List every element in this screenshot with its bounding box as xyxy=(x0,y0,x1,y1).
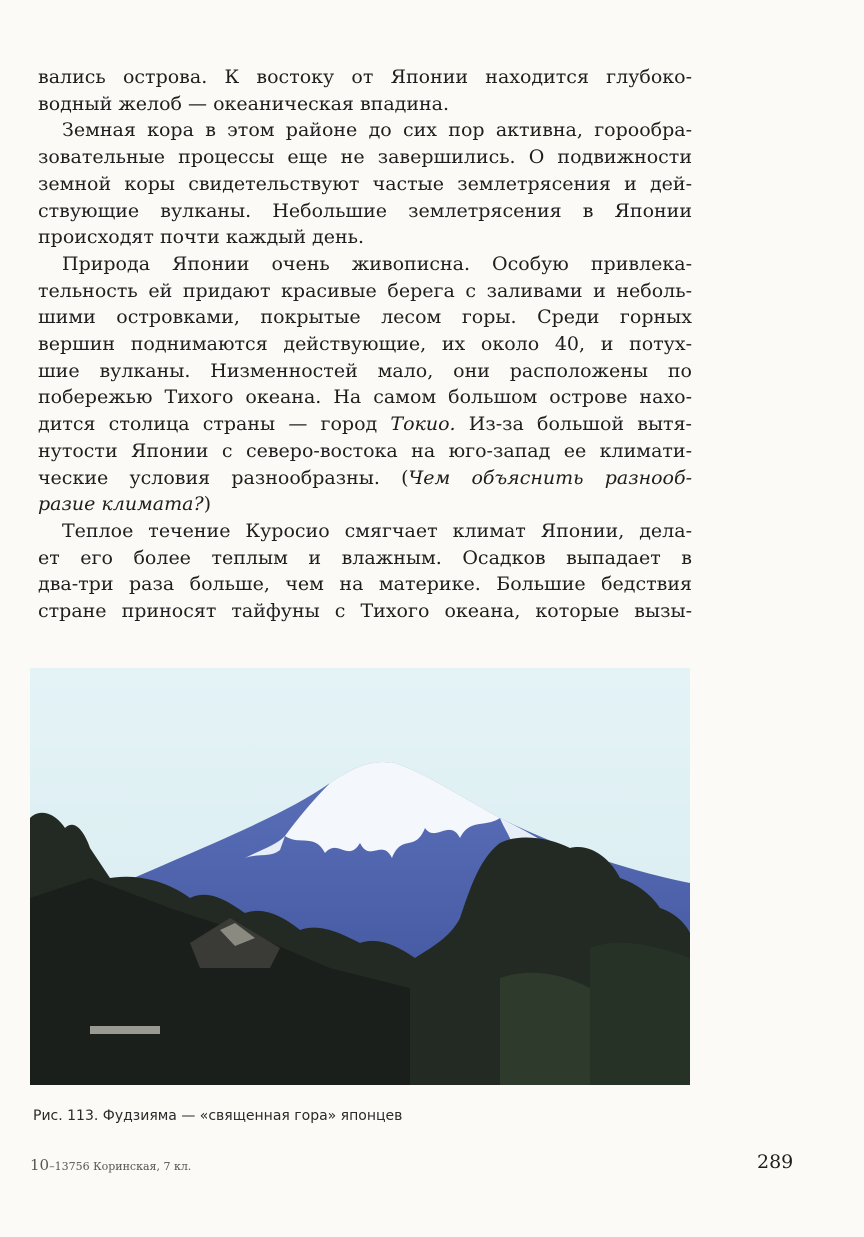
text-line: вершин поднимаются действующие, их около 40, и потух- xyxy=(38,333,692,356)
text-line: ствующие вулканы. Небольшие землетрясения в Японии xyxy=(38,199,692,222)
body-text xyxy=(38,64,692,625)
printer-signature: 10–13756 Коринская, 7 кл. xyxy=(30,1156,192,1174)
question-italic-end: разие климата? xyxy=(38,493,204,516)
text-line-question-end: разие климата?) xyxy=(38,493,212,516)
text-line: Земная кора в этом районе до сих пор активна, горообра- xyxy=(62,119,692,142)
text-line: два-три раза больше, чем на материке. Большие бедствия xyxy=(38,573,692,596)
text-line: Природа Японии очень живописна. Особую привлека- xyxy=(62,252,692,275)
text-line: вались острова. К востоку от Японии находится глубоко- xyxy=(38,66,692,88)
page-number: 289 xyxy=(757,1151,794,1173)
figure-caption: Рис. 113. Фудзияма — «священная гора» японцев xyxy=(33,1108,403,1124)
text-line: Теплое течение Куросио смягчает климат Японии, дела- xyxy=(62,519,692,542)
text-line: шие вулканы. Низменностей мало, они расположены по xyxy=(38,359,692,382)
text-line: нутости Японии с северо-востока на юго-запад ее климати- xyxy=(38,439,692,462)
text-line: ет его более теплым и влажным. Осадков выпадает в xyxy=(38,546,692,569)
city-name-tokio: Токио. xyxy=(390,413,456,436)
text-line: тельность ей придают красивые берега с заливами и неболь- xyxy=(38,279,692,302)
figure-fuji-photo xyxy=(30,668,690,1085)
text-line: происходят почти каждый день. xyxy=(38,226,365,249)
text-line: шими островками, покрытые лесом горы. Среди горных xyxy=(38,306,692,329)
text-line: зовательные процессы еще не завершились. О подвижности xyxy=(38,146,692,169)
text-line: земной коры свидетельствуют частые землетрясения и дей- xyxy=(38,172,692,195)
text-line: стране приносят тайфуны с Тихого океана, которые вызы- xyxy=(38,600,692,623)
text-line-tokio: дится столица страны — город Токио. Из-за большой вытя- xyxy=(38,413,692,436)
text-line-question: ческие условия разнообразны. (Чем объяснить разнооб- xyxy=(38,466,692,489)
text-line: водный желоб — океаническая впадина. xyxy=(38,92,450,115)
text-line: побережью Тихого океана. На самом большом острове нахо- xyxy=(38,386,692,409)
question-italic: Чем объяснить разнооб- xyxy=(408,466,692,489)
